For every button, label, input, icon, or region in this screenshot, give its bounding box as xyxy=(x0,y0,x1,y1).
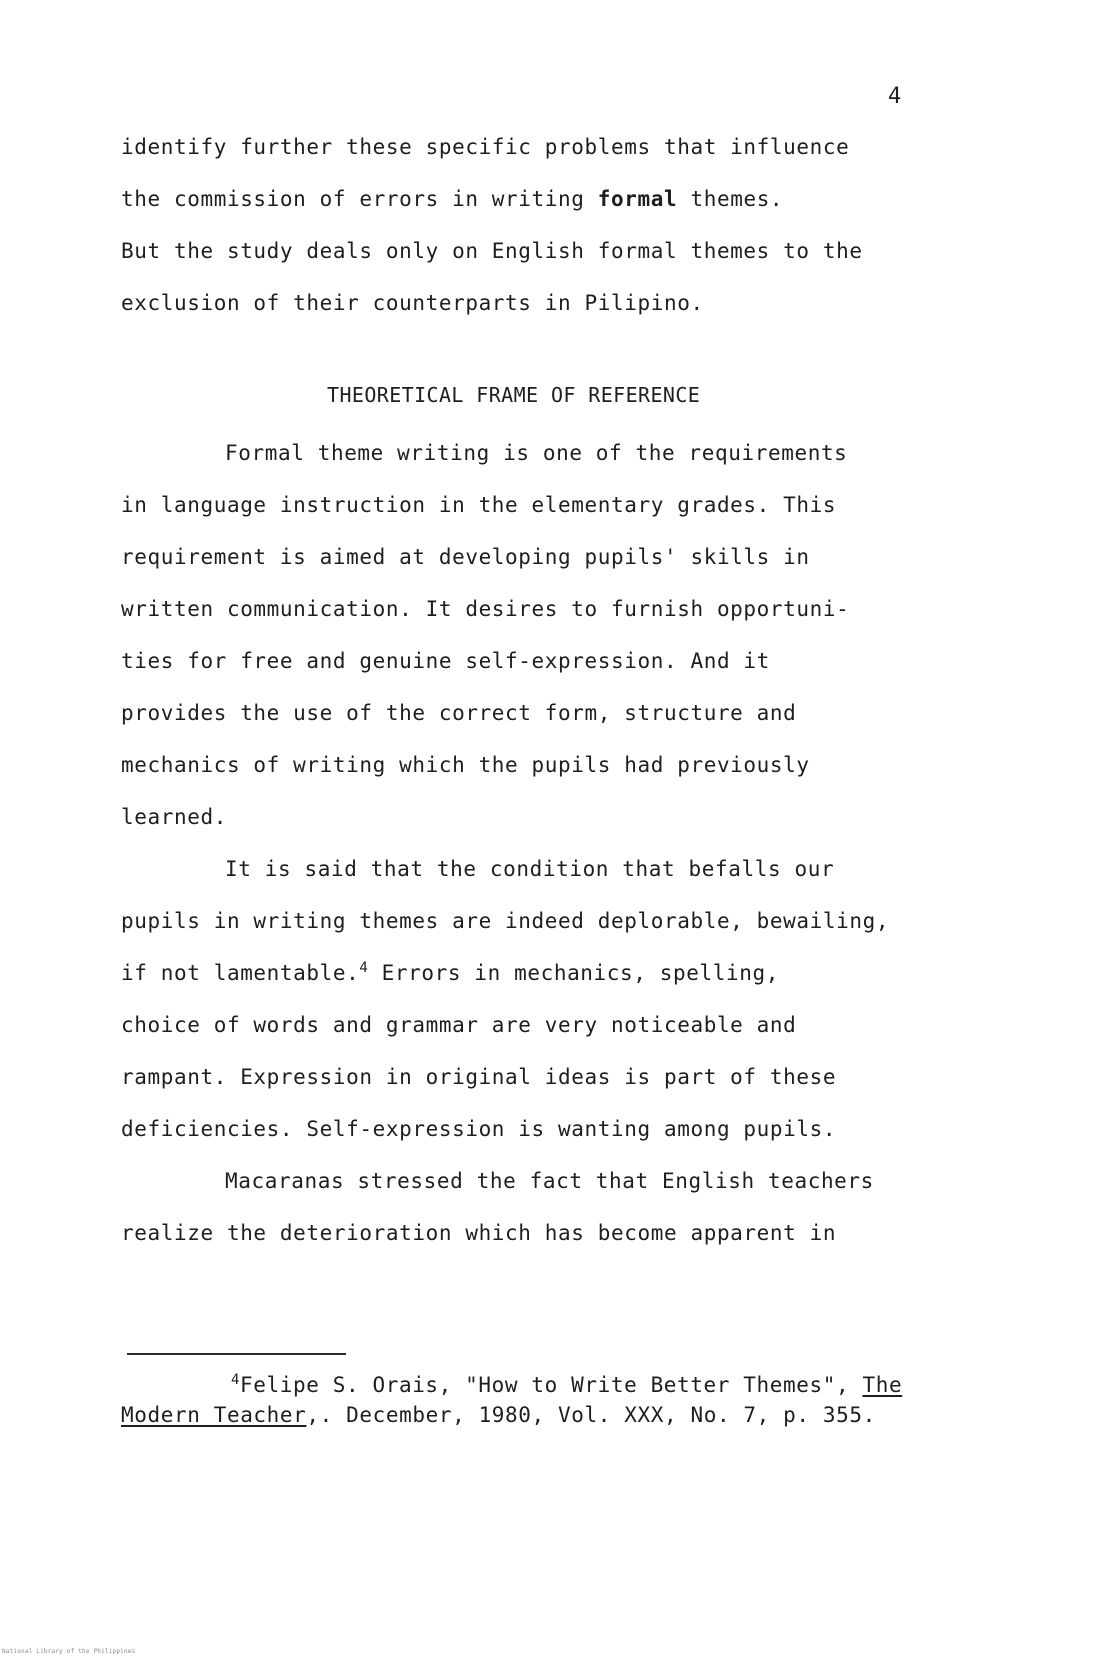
text-line: deficiencies. Self-expression is wanting among pupils. xyxy=(121,1117,837,1141)
text-line: identify further these specific problems that influence xyxy=(121,135,850,159)
journal-title: Modern Teacher xyxy=(121,1403,307,1427)
footnote-marker: 4 xyxy=(231,1372,241,1388)
text-line: choice of words and grammar are very noticeable and xyxy=(121,1013,797,1037)
text-line: mechanics of writing which the pupils had previously xyxy=(121,753,810,777)
text-line xyxy=(121,186,783,212)
section-heading: THEORETICAL FRAME OF REFERENCE xyxy=(327,383,701,407)
text-line: learned. xyxy=(121,805,227,829)
footnote-text: Felipe S. Orais, "How to Write Better Themes", xyxy=(240,1373,863,1397)
text-span: if not lamentable. xyxy=(121,961,360,985)
text-line xyxy=(121,960,779,986)
text-line: realize the deterioration which has become apparent in xyxy=(121,1221,837,1245)
text-line: But the study deals only on English formal themes to the xyxy=(121,239,863,263)
text-line: rampant. Expression in original ideas is part of these xyxy=(121,1065,837,1089)
text-line: Macaranas stressed the fact that English teachers xyxy=(225,1169,874,1193)
text-line: It is said that the condition that befalls our xyxy=(225,857,835,881)
page-number: 4 xyxy=(888,84,902,109)
text-line: provides the use of the correct form, structure and xyxy=(121,701,797,725)
journal-title: The xyxy=(862,1373,903,1397)
text-span: the commission of errors in writing xyxy=(121,187,598,211)
footnote-text: ,. December, 1980, Vol. XXX, No. 7, p. 355. xyxy=(306,1403,876,1427)
bold-word: formal xyxy=(597,187,678,211)
text-span: Errors in mechanics, spelling, xyxy=(368,961,779,985)
text-span: themes. xyxy=(677,187,784,211)
footnote-divider xyxy=(127,1353,346,1355)
text-line: exclusion of their counterparts in Pilipino. xyxy=(121,291,704,315)
footnote-reference[interactable]: 4 xyxy=(359,960,369,976)
text-line: ties for free and genuine self-expression. And it xyxy=(121,649,770,673)
text-line: requirement is aimed at developing pupils' skills in xyxy=(121,545,810,569)
footnote-line xyxy=(121,1402,876,1428)
scan-footer: National Library of the Philippines xyxy=(2,1648,136,1655)
text-line: in language instruction in the elementary grades. This xyxy=(121,493,837,517)
footnote-line xyxy=(231,1372,902,1398)
text-line: pupils in writing themes are indeed deplorable, bewailing, xyxy=(121,909,890,933)
text-line: Formal theme writing is one of the requirements xyxy=(225,441,848,465)
text-line: written communication. It desires to furnish opportuni- xyxy=(121,597,850,621)
